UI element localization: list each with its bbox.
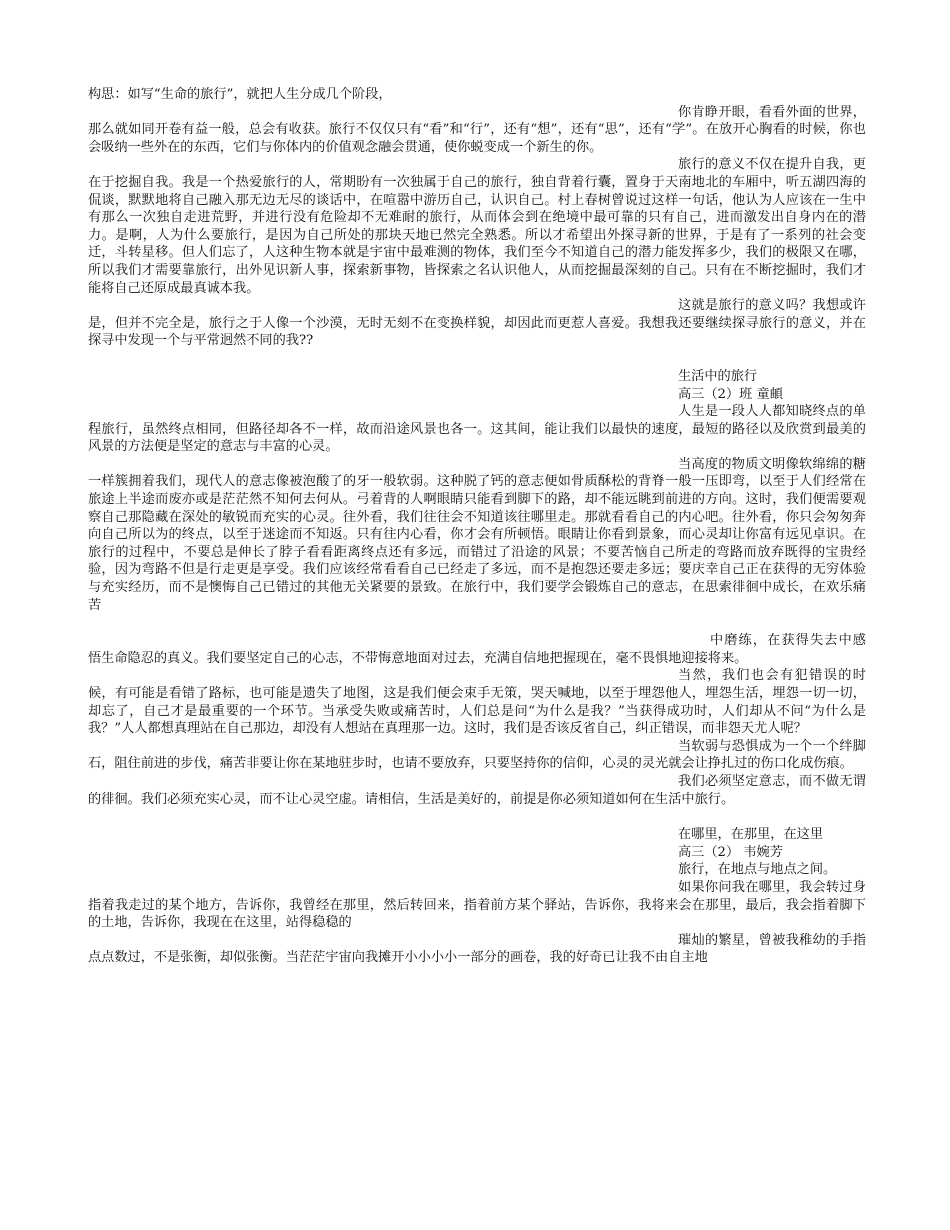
section-gap — [88, 614, 866, 632]
paragraph: 这就是旅行的意义吗？我想或许是，但并不完全是，旅行之于人像一个沙漠，无时无刻不在变换样貌，却因此而更惹人喜爱。我想我还要继续探寻旅行的意义，并在探寻中发现一个与平常迥然不同的我?? — [88, 298, 866, 349]
paragraph: 你肯睁开眼，看看外面的世界，那么就如同开卷有益一般，总会有收获。旅行不仅仅只有“看”和“行”，还有“想”，还有“思”，还有“学”。在放开心胸看的时候，你也会吸纳一些外在的东西，它们与你体内的价值观念融会贯通，使你蜕变成一个新生的你。 — [88, 104, 866, 155]
paragraph: 我们必须坚定意志，而不做无谓的徘徊。我们必须充实心灵，而不让心灵空虚。请相信，生活是美好的，前提是你必须知道如何在生活中旅行。 — [88, 773, 866, 807]
paragraph-continued-lead — [88, 632, 866, 667]
essay-lead-line: 旅行，在地点与地点之间。 — [678, 862, 837, 878]
section-gap — [88, 350, 866, 368]
paragraph: 当高度的物质文明像软绵绵的糖一样簇拥着我们，现代人的意志像被泡酸了的牙一般软弱。这种脱了钙的意志便如骨质酥松的背脊一般一压即弯，以至于人们经常在旅途上半途而废亦或是茫茫然不知何去何从。弓着背的人啊眼睛只能看到脚下的路，却不能远眺到前进的方向。这时，我们便需要观察自己那隐藏在深处的敏锐而充实的心灵。往外看，我们往往会不知道该往哪里走。那就看看自己的内心吧。往外看，你只会匆匆奔向自己所以为的终点，以至于迷途而不知返。只有往内心看，你才会有所顿悟。眼睛让你看到景象，而心灵却让你富有远见卓识。在旅行的过程中，不要总是伸长了脖子看看距离终点还有多远，而错过了沿途的风景；不要苦恼自己所走的弯路而放弃既得的宝贵经验，因为弯路不但是行走更是享受。我们应该经常看看自己已经走了多远，而不是抱怨还要走多远；要庆幸自己正在获得的无穷体验与充实经历，而不是懊悔自己已错过的其他无关紧要的景致。在旅行中，我们要学会锻炼自己的意志，在思索徘徊中成长，在欢乐痛苦 — [88, 456, 866, 613]
essay-author: 高三（2） 韦婉芳 — [678, 844, 783, 860]
paragraph: 当软弱与恐惧成为一个一个绊脚石，阻住前进的步伐，痛苦非要让你在某地驻步时，也请不要放弃，只要坚持你的信仰，心灵的灵光就会让挣扎过的伤口化成伤痕。 — [88, 738, 866, 772]
document-page — [88, 86, 866, 967]
paragraph: 人生是一段人人都知晓终点的单程旅行，虽然终点相同，但路径却各不一样，故而沿途风景也各一。这其间，能让我们以最快的速度，最短的路径以及欣赏到最美的风景的方法便是坚定的意志与丰富的心灵。 — [88, 404, 866, 455]
paragraph: 璀灿的繁星，曾被我稚幼的手指点点数过，不是张衡，却似张衡。当茫茫宇宙向我摊开小小小小一部分的画卷，我的好奇已让我不由自主地 — [88, 932, 866, 966]
paragraph: 旅行的意义不仅在提升自我，更在于挖掘自我。我是一个热爱旅行的人，常期盼有一次独属于自己的旅行，独自背着行囊，置身于天南地北的车厢中，听五湖四海的侃谈，默默地将自己融入那无边无尽的谈话中，在喧嚣中游历自己，认识自己。村上春树曾说过这样一句话，他认为人应该在一生中有那么一次独自走进荒野，并进行没有危险却不无难耐的旅行，从而体会到在绝境中最可靠的只有自己，进而激发出自身内在的潜力。是啊，人为什么要旅行，是因为自己所处的那块天地已然完全熟悉。所以才希望出外探寻新的世界，于是有了一系列的社会变迁，斗转星移。但人们忘了，人这种生物本就是宇宙中最难测的物体，我们至今不知道自己的潜力能发挥多少，我们的极限又在哪，所以我们才需要靠旅行，出外见识新人事，探索新事物，皆探索之名认识他人，从而挖掘最深刻的自己。只有在不断挖掘时，我们才能将自己还原成最真诚本我。 — [88, 157, 866, 296]
paragraph-continued: 中磨练，在获得失去中感悟生命隐忍的真义。我们要坚定自己的心志，不带悔意地面对过去，充满自信地把握现在，毫不畏惧地迎接将来。 — [88, 633, 866, 666]
essay-title: 生活中的旅行 — [678, 368, 758, 384]
essay-intro: 构思：如写“生命的旅行”，就把人生分成几个阶段， — [88, 87, 392, 102]
section-gap — [88, 808, 866, 826]
essay-author: 高三（2）班 童頔 — [678, 386, 783, 402]
essay-title: 在哪里，在那里，在这里 — [678, 827, 824, 843]
paragraph: 当然，我们也会有犯错误的时候，有可能是看错了路标，也可能是遗失了地图，这是我们便会束手无策，哭天喊地，以至于埋怨他人，埋怨生活，埋怨一切一切，却忘了，自己才是最重要的一个环节。当承受失败或痛苦时，人们总是问“为什么是我？”当获得成功时，人们却从不问“为什么是我？”人人都想真理站在自己那边，却没有人想站在真理那一边。这时，我们是否该反省自己，纠正错误，而非怨天尤人呢？ — [88, 668, 866, 737]
paragraph: 如果你问我在哪里，我会转过身指着我走过的某个地方，告诉你，我曾经在那里，然后转回来，指着前方某个驿站，告诉你，我将来会在那里，最后，我会指着脚下的土地，告诉你，我现在在这里，站得稳稳的 — [88, 879, 866, 931]
